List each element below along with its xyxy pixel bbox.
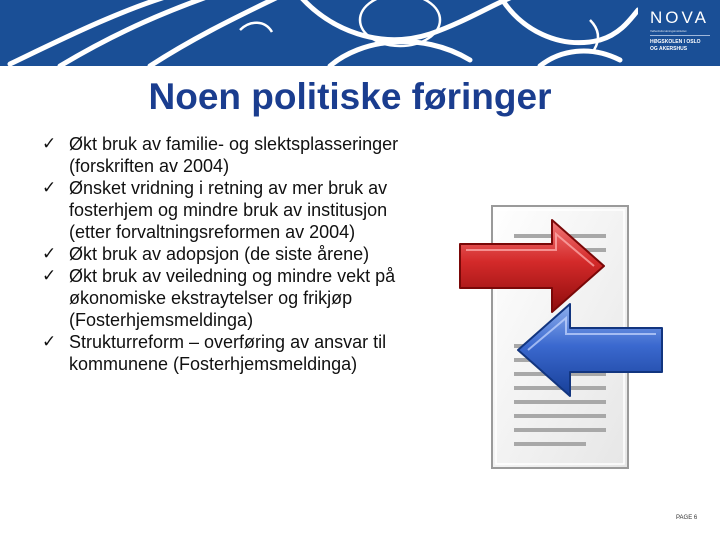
logo-school-line2: OG AKERSHUS <box>650 46 688 52</box>
bullet-text: Ønsket vridning i retning av mer bruk av fosterhjem og mindre bruk av institusjon (etter forvaltningsreformen av 2004) <box>69 178 388 242</box>
logo-divider <box>650 35 710 36</box>
slide-title: Noen politiske føringer <box>148 76 552 117</box>
logo-subtitle: Velferdsforskningsinstituttet <box>650 29 687 33</box>
bullet-text: Strukturreform – overføring av ansvar til kommunene (Fosterhjemsmeldinga) <box>69 332 387 374</box>
logo-school-name <box>650 39 701 53</box>
page-number: PAGE 6 <box>676 515 698 521</box>
bullet-list <box>42 133 412 375</box>
checkmark-icon: ✓ <box>42 266 57 285</box>
bullet-item <box>42 331 412 375</box>
bullet-item <box>42 177 412 243</box>
bullet-text: Økt bruk av familie- og slektsplasseringer (forskriften av 2004) <box>69 134 399 176</box>
bullet-item <box>42 265 412 331</box>
banner-decorative-sketch <box>0 0 640 66</box>
nova-logo: NOVA <box>650 8 709 27</box>
checkmark-icon: ✓ <box>42 178 57 197</box>
header-banner <box>0 0 720 66</box>
checkmark-icon: ✓ <box>42 134 57 153</box>
checkmark-icon: ✓ <box>42 332 57 351</box>
document-exchange-arrows-icon <box>456 196 666 476</box>
bullet-item <box>42 243 412 265</box>
logo-school-line1: HØGSKOLEN I OSLO <box>650 39 701 45</box>
checkmark-icon: ✓ <box>42 244 57 263</box>
bullet-text: Økt bruk av veiledning og mindre vekt på økonomiske ekstraytelser og frikjøp (Fosterhjemsmeldinga) <box>69 266 396 330</box>
bullet-item <box>42 133 412 177</box>
bullet-text: Økt bruk av adopsjon (de siste årene) <box>69 244 370 264</box>
